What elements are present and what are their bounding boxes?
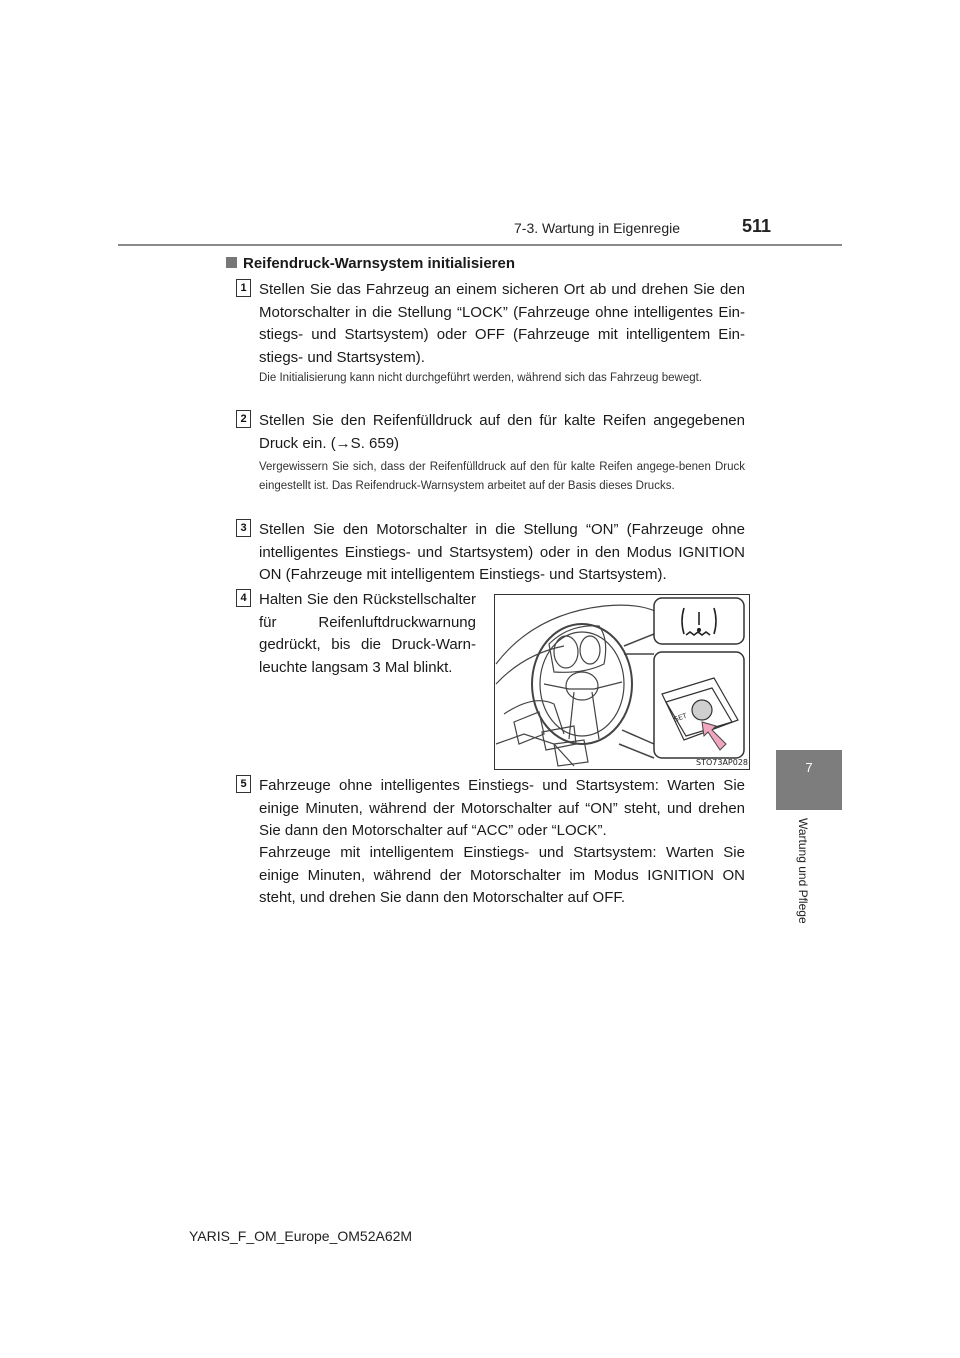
step-2-note: Vergewissern Sie sich, dass der Reifenfülldruck auf den für kalte Reifen angege-benen Druck eingestellt ist. Das Reifendruck-Warnsystem arbeitet auf der Basis dieses Drucks. xyxy=(259,461,745,492)
section-heading-text: Reifendruck-Warnsystem initialisieren xyxy=(243,255,516,272)
step-1-note: Die Initialisierung kann nicht durchgeführt werden, während sich das Fahrzeug bewegt. xyxy=(259,372,703,384)
dashboard-illustration xyxy=(494,594,750,770)
step-number-badge: 3 xyxy=(236,519,251,537)
square-bullet-icon xyxy=(226,257,237,268)
section-title: 7-3. Wartung in Eigenregie xyxy=(514,220,681,236)
step-number-badge: 4 xyxy=(236,589,251,607)
switch-set-label: SET xyxy=(672,711,689,724)
chapter-tab xyxy=(776,750,842,810)
step-3-text: Stellen Sie den Motorschalter in die Stellung “ON” (Fahrzeuge ohne intelligentes Einstiegs- und Startsystem) oder in den Modus IGNITION ON (Fahrzeuge mit intelligentem Einstiegs- und Startsystem). xyxy=(259,521,745,583)
step-number-badge: 1 xyxy=(236,279,251,297)
step-5-text: Fahrzeuge ohne intelligentes Einstiegs- und Startsystem: Warten Sie einige Minuten, während der Motorschalter auf “ON” steht, und drehen Sie dann den Motorschalter auf “ACC” oder “LOCK”. xyxy=(259,777,745,839)
chapter-number: 7 xyxy=(805,760,813,775)
page-number: 511 xyxy=(742,216,772,236)
step-4-text: Halten Sie den Rückstellschalter für Reifenluftdruckwarnung gedrückt, bis die Druck-Warn-leuchte langsam 3 Mal blinkt. xyxy=(259,591,476,676)
document-id: YARIS_F_OM_Europe_OM52A62M xyxy=(189,1228,413,1244)
step-5-text-2: Fahrzeuge mit intelligentem Einstiegs- und Startsystem: Warten Sie einige Minuten, während der Motorschalter im Modus IGNITION ON steht, und drehen Sie dann den Motorschalter auf OFF. xyxy=(259,844,745,906)
section-heading xyxy=(226,255,515,272)
step-2-text: Stellen Sie den Reifenfülldruck auf den für kalte Reifen angegebenen Druck ein. (→S. 659) xyxy=(259,412,745,452)
step-number-badge: 5 xyxy=(236,775,251,793)
header-divider xyxy=(118,244,842,246)
step-number-badge: 2 xyxy=(236,410,251,428)
figure-code: STO73AP028 xyxy=(696,758,749,767)
step-1-text: Stellen Sie das Fahrzeug an einem sicheren Ort ab und drehen Sie den Motorschalter in die Stellung “LOCK” (Fahrzeuge ohne intelligentes Ein-stiegs- und Startsystem) oder OFF (Fahrzeuge mit intelligentem Ein-stiegs- und Startsystem). xyxy=(259,281,745,366)
chapter-title: Wartung und Pflege xyxy=(796,818,810,924)
